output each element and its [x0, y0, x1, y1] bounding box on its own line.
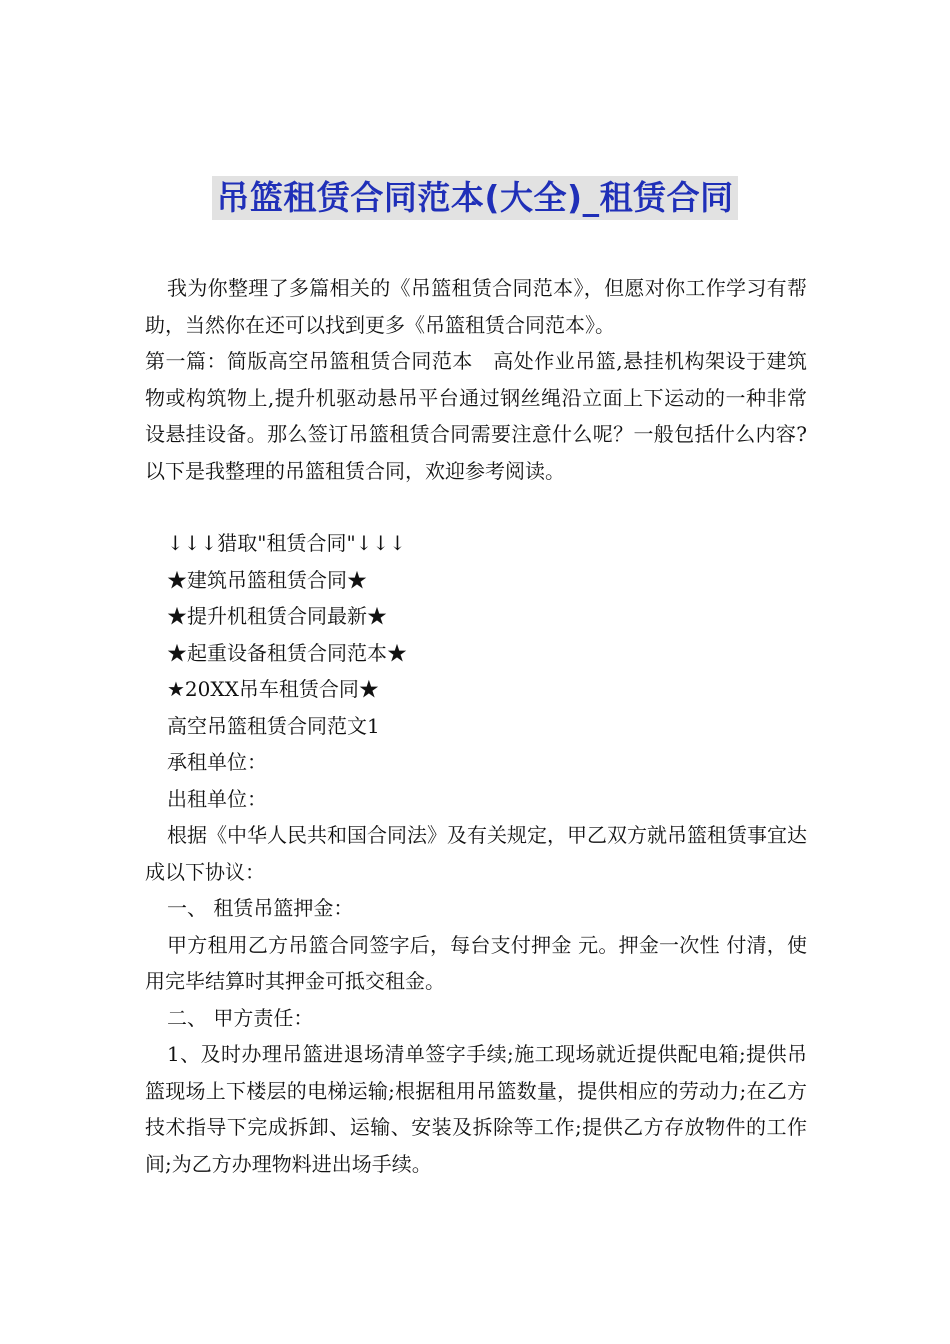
related-link-item[interactable]: ★提升机租赁合同最新★ [167, 604, 387, 628]
paragraph-gap [145, 489, 807, 525]
related-links-heading: ↓↓↓猎取"租赁合同"↓↓↓ [167, 531, 406, 555]
lessor-line: 出租单位： [167, 786, 267, 811]
related-link-item[interactable]: ★起重设备租赁合同范本★ [167, 640, 407, 665]
document-title: 吊篮租赁合同范本(大全)_租赁合同 [212, 176, 737, 220]
party-a-duty-paragraph: 1、及时办理吊篮进退场清单签字手续;施工现场就近提供配电箱;提供吊篮现场上下楼层的电梯运输;根据租用吊篮数量，提供相应的劳动力;在乙方技术指导下完成拆卸、运输、安装及拆除等工作;提供乙方存放物件的工作间;为乙方办理物料进出场手续。 [145, 1042, 807, 1176]
related-link-item[interactable]: ★建筑吊篮租赁合同★ [167, 567, 367, 592]
contract-subtitle: 高空吊篮租赁合同范文1 [167, 713, 380, 738]
title-container [0, 176, 950, 220]
clause-heading: 一、 租赁吊篮押金： [167, 896, 354, 920]
intro-paragraph: 我为你整理了多篇相关的《吊篮租赁合同范本》，但愿对你工作学习有帮助，当然你在还可以找到更多《吊篮租赁合同范本》。 [145, 276, 807, 337]
clause-heading: 二、 甲方责任： [167, 1005, 314, 1030]
document-body [145, 270, 807, 1182]
related-link-item[interactable]: ★20XX吊车租赁合同★ [167, 677, 379, 701]
lessee-line: 承租单位： [167, 750, 267, 774]
deposit-paragraph: 甲方租用乙方吊篮合同签字后，每台支付押金 元。押金一次性 付清，使用完毕结算时其押金可抵交租金。 [145, 932, 807, 993]
agreement-paragraph: 根据《中华人民共和国合同法》及有关规定，甲乙双方就吊篮租赁事宜达成以下协议： [145, 823, 807, 884]
section-one-paragraph: 第一篇：简版高空吊篮租赁合同范本 高处作业吊篮,悬挂机构架设于建筑物或构筑物上,提升机驱动悬吊平台通过钢丝绳沿立面上下运动的一种非常设悬挂设备。那么签订吊篮租赁合同需要注意什么呢？一般包括什么内容?以下是我整理的吊篮租赁合同，欢迎参考阅读。 [145, 349, 807, 483]
